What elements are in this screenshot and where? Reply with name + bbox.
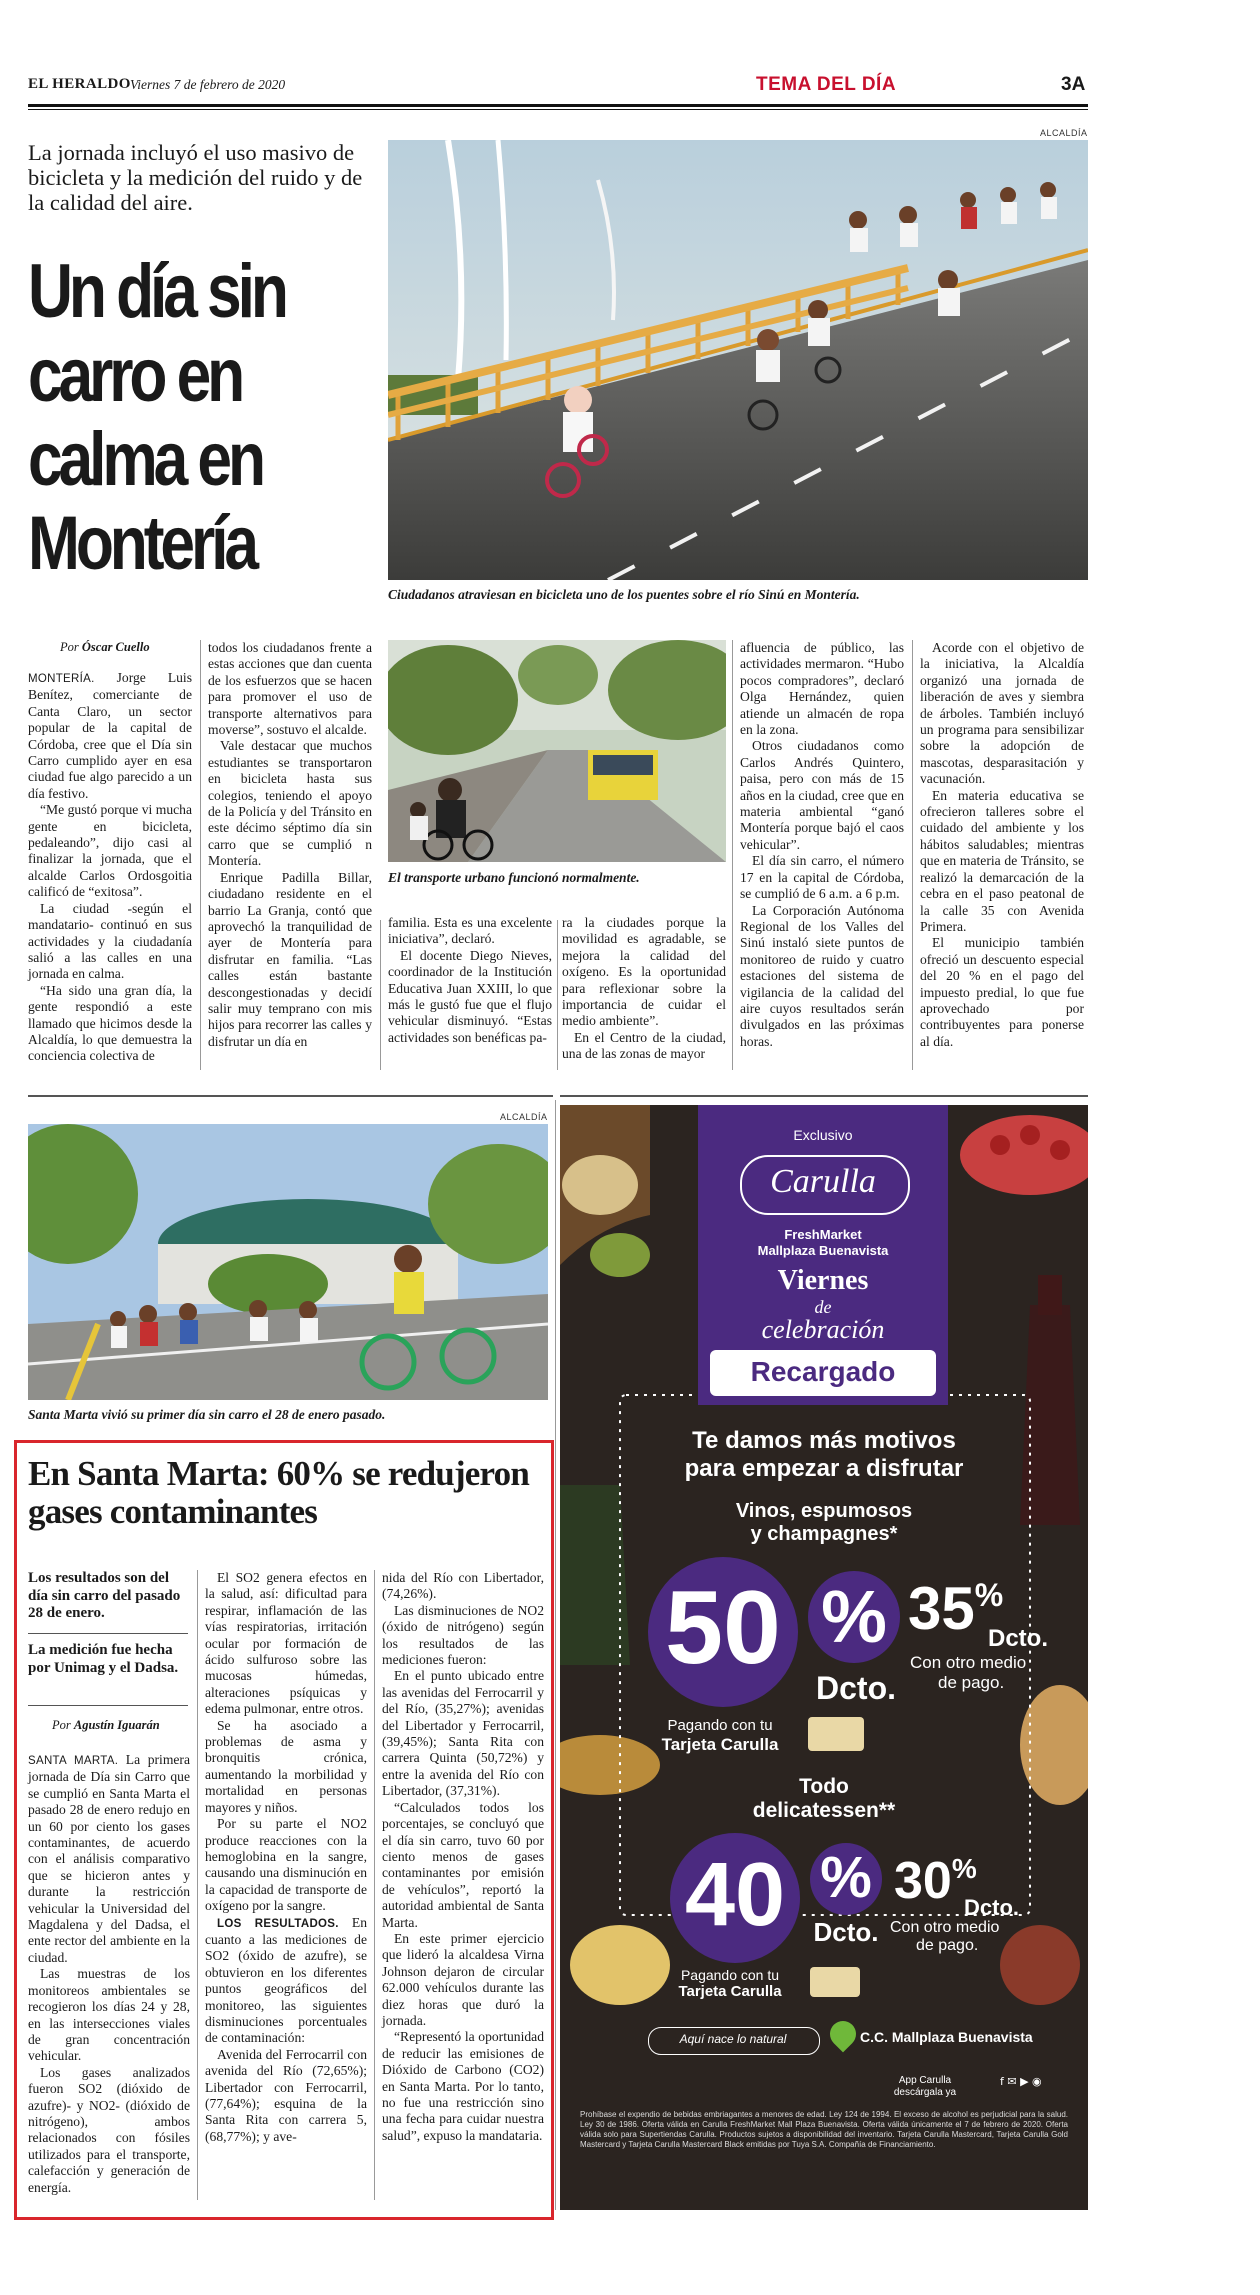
bridge-photo-illustration — [388, 140, 1088, 580]
ad-tagline-1: Te damos más motivos — [692, 1427, 956, 1454]
carulla-advertisement[interactable] — [560, 1105, 1088, 2210]
section-title: TEMA DEL DÍA — [756, 74, 897, 95]
urban-transport-photo — [388, 640, 726, 862]
paragraph: Vale destacar que muchos estudiantes se transportaron en bicicleta hasta sus colegios, teniendo el apoyo de la Policía y del Tránsito en este décimo séptimo día sin carro que se cumplió n Montería. — [208, 738, 372, 869]
section-lead: LOS RESULTADOS. — [217, 1917, 339, 1930]
discount-30-percent: % — [951, 1853, 977, 1884]
pay-with-card-2b: Tarjeta Carulla — [678, 1983, 782, 2000]
photo-caption: Santa Marta vivió su primer día sin carro el 28 de enero pasado. — [28, 1407, 386, 1422]
masthead-rule-thin — [28, 109, 1088, 110]
paragraph: MONTERÍA. Jorge Luis Benítez, comerciante de Canta Claro, un sector popular de la capital de Córdoba, cree que el Día sin Carro cumplido ayer en esa ciudad fue algo parecido a un día festivo. — [28, 670, 192, 801]
discount-30-value: 30 — [894, 1852, 952, 1910]
santa-marta-cyclists-photo — [28, 1124, 548, 1400]
second-col-2 — [205, 1570, 367, 2145]
paragraph: El docente Diego Nieves, coordinador de la Institución Educativa Juan XXIII, lo que más le gustó fue que el flujo vehicular disminuyó. “Estas actividades son benéficas pa- — [388, 947, 552, 1045]
paragraph: La ciudad -según el mandatario- continuó en sus actividades y la ciudadanía salió a las calles en una jornada en calma. — [28, 900, 192, 982]
column-divider — [197, 1570, 198, 2200]
pay-with-card-1b: Tarjeta Carulla — [661, 1735, 779, 1754]
paragraph: familia. Esta es una excelente iniciativa”, declaró. — [388, 915, 552, 947]
inset-caption: El transporte urbano funcionó normalmente. — [388, 870, 640, 885]
event-line-2: de — [814, 1297, 832, 1317]
top-col-2 — [208, 640, 372, 1050]
paragraph: LOS RESULTADOS. En cuanto a las mediciones de SO2 (óxido de azufre), se obtuvieron en los diferentes puntos geográficos del monitoreo, las siguientes disminuciones porcentuales de contaminación: — [205, 1914, 367, 2046]
app-line-2: descárgala ya — [893, 2087, 957, 2098]
second-col-3 — [382, 1570, 544, 2144]
store-line-2: Mallplaza Buenavista — [757, 1243, 889, 1258]
paragraph: Avenida del Ferrocarril con avenida del Río (72,65%); Libertador con Ferrocarril, (77,64%); esquina de la Santa Rita con carrera 5, (68,77%); y ave- — [205, 2046, 367, 2144]
store-line-1: FreshMarket — [784, 1227, 862, 1242]
paragraph: Las disminuciones de NO2 (óxido de nitrógeno) según los resultados de las mediciones fueron: — [382, 1602, 544, 1668]
section-separator — [560, 1095, 1088, 1097]
summary-divider — [28, 1705, 188, 1706]
paragraph: El municipio también ofreció un descuento especial del 20 % en el pago del impuesto predial, lo que fue aprovechado por contribuyentes para ponerse al día. — [920, 935, 1084, 1049]
other-payment-2b: de pago. — [916, 1937, 979, 1954]
byline — [60, 640, 150, 655]
category-2-line-2: delicatessen** — [752, 1799, 896, 1822]
byline-prefix: Por — [52, 1718, 71, 1732]
ad-exclusive: Exclusivo — [793, 1127, 853, 1143]
bridge-cyclists-photo — [388, 140, 1088, 580]
discount-35-label: Dcto. — [988, 1625, 1048, 1652]
masthead-rule — [28, 104, 1088, 107]
other-payment-2a: Con otro medio — [890, 1919, 1000, 1936]
paragraph: Enrique Padilla Billar, ciudadano residente en el barrio La Granja, contó que aprovechó la tranquilidad de ayer de Montería para disfrutar en familia. “Las calles están bastante descongestionadas y decidí salir muy temprano con mis hijos para recorrer las calles y disfrutar un día en — [208, 869, 372, 1049]
social-icons: f ✉ ▶ ◉ — [1000, 2075, 1042, 2088]
story-headline — [28, 250, 331, 586]
headline-line: Montería — [28, 501, 255, 586]
section-separator — [28, 1095, 553, 1097]
carulla-card-icon — [808, 1717, 864, 1751]
summary-2: La medición fue hecha por Unimag y el Dadsa. — [28, 1642, 179, 1676]
dateline: SANTA MARTA. — [28, 1755, 119, 1767]
paragraph: En materia educativa se ofrecieron talleres sobre el cuidado del ambiente y los hábitos saludables; mientras que en materia de Tránsito, se realizó la demarcación de la cebra en el paso peatonal de la calle 35 con Avenida Primera. — [920, 787, 1084, 934]
brand-name: Carulla — [770, 1163, 876, 1200]
top-col-1 — [28, 670, 192, 1065]
headline-line: Un día sin — [28, 249, 285, 334]
top-col-6 — [920, 640, 1084, 1050]
store-location: C.C. Mallplaza Buenavista — [860, 2029, 1033, 2045]
headline-line: carro en — [28, 333, 242, 418]
top-col-5 — [740, 640, 904, 1050]
paragraph: El día sin carro, el número 17 en la capital de Córdoba, se cumplió de 6 a.m. a 6 p.m. — [740, 853, 904, 902]
paragraph: ra la ciudades porque la movilidad es agradable, se mejora la calidad del oxígeno. Es la oportunidad para reflexionar sobre la importancia de cuidar el medio ambiente”. — [562, 915, 726, 1029]
paragraph: todos los ciudadanos frente a estas acciones que dan cuenta de los esfuerzos que se hacen para promover el uso de transporte alternativos para moverse”, sostuvo el alcalde. — [208, 640, 372, 738]
paragraph: nida del Río con Libertador, (74,26%). — [382, 1570, 544, 1602]
paragraph: Las muestras de los monitoreos ambientales se recogieron los días 24 y 28, en las intersecciones viales de gran concentración vehicular. — [28, 1966, 190, 2064]
top-col-3 — [388, 915, 552, 1046]
ad-tagline-2: para empezar a disfrutar — [684, 1455, 964, 1482]
paragraph: SANTA MARTA. La primera jornada de Día sin Carro que se cumplió en Santa Marta el pasado 28 de enero redujo en un 60 por ciento los gases contaminantes, de acuerdo con el análisis comparativo que se hicieron antes y durante la restricción vehicular la Universidad del Magdalena y del Dadsa, el ente rector del ambiente en la ciudad. — [28, 1752, 190, 1965]
column-divider — [912, 640, 913, 1070]
story-kicker: La jornada incluyó el uso masivo de bicicleta y la medición del ruido y de la calidad del aire. — [28, 140, 363, 215]
paragraph: Se ha asociado a problemas de asma y bronquitis crónica, aumentando la morbilidad y mortalidad en personas mayores y niños. — [205, 1717, 367, 1815]
paragraph: Otros ciudadanos como Carlos Andrés Quintero, paisa, pero con más de 15 años en la ciudad, cree que en materia ambiental “ganó Montería porque bajó el caos vehicular”. — [740, 738, 904, 852]
carulla-card-icon — [810, 1967, 860, 1997]
column-divider — [374, 1570, 375, 2200]
reloaded-label: Recargado — [750, 1356, 896, 1387]
paragraph: “Me gustó porque vi mucha gente en bicicleta, pedaleando”, dijo casi al finalizar la jornada, que el alcalde Carlos Ordosgoitia calificó de “exitosa”. — [28, 802, 192, 900]
other-payment-1b: de pago. — [938, 1673, 1005, 1692]
app-line-1: App Carulla — [898, 2075, 952, 2086]
column-divider — [380, 920, 381, 1070]
category-2-line-1: Todo — [799, 1775, 849, 1798]
transport-photo-illustration — [388, 640, 726, 862]
byline-prefix: Por — [60, 640, 79, 654]
headline-line: calma en — [28, 417, 262, 502]
paragraph: En el punto ubicado entre las avenidas del Ferrocarril y del Río, (35,27%); avenidas del Libertador y Ferrocarril, (39,45%); Santa Rita con carrera Quinta (50,72%) y entre la avenida del Río con Libertador, (37,31%). — [382, 1668, 544, 1799]
column-divider — [555, 1100, 556, 2210]
summary-1: Los resultados son del día sin carro del pasado 28 de enero. — [28, 1570, 181, 1621]
paragraph: Acorde con el objetivo de la iniciativa, la Alcaldía organizó una jornada de liberación de aves y siembra de árboles. También incluyó un programa para sensibilizar sobre la adopción de mascotas, desparasitación y vacunación. — [920, 640, 1084, 787]
byline — [52, 1718, 160, 1733]
paragraph: “Calculados todos los porcentajes, se concluyó que el día sin carro, tuvo 60 por ciento menos de gases contaminantes por emisión de vehículos”, reportó la autoridad ambiental de Santa Marta. — [382, 1799, 544, 1930]
discount-40-number: 40 — [684, 1845, 786, 1945]
discount-label-2: Dcto. — [813, 1917, 879, 1947]
discount-35-percent: % — [974, 1577, 1004, 1613]
second-col-1 — [28, 1752, 190, 2196]
paragraph: En este primer ejercicio que lideró la alcaldesa Virna Johnson dejaron de circular 62.000 vehículos durante las diez horas que duró la jornada. — [382, 1930, 544, 2028]
discount-50-number: 50 — [665, 1570, 781, 1686]
column-divider — [200, 640, 201, 1070]
paragraph: Por su parte el NO2 produce reacciones con la hemoglobina en la sangre, causando una disminución en la capacidad de transporte de oxígeno por la sangre. — [205, 1816, 367, 1914]
slogan: Aquí nace lo natural — [679, 2032, 787, 2046]
paragraph: La Corporación Autónoma Regional de los Valles del Sinú instaló siete puntos de monitoreo de ruido y cuatro estaciones del sistema de vigilancia de la calidad del aire cuyos resultados serán divulgados en las próximas horas. — [740, 902, 904, 1049]
discount-30-label: Dcto. — [964, 1895, 1019, 1920]
event-line-1: Viernes — [777, 1265, 869, 1296]
dateline: MONTERÍA. — [28, 673, 95, 685]
santa-marta-photo-illustration — [28, 1124, 548, 1400]
column-divider — [557, 920, 558, 1070]
byline-author: Óscar Cuello — [81, 640, 150, 654]
other-payment-1a: Con otro medio — [910, 1653, 1027, 1672]
category-1-line-2: y champagnes* — [750, 1523, 898, 1545]
page-number: 3A — [1061, 74, 1086, 95]
paragraph: Los gases analizados fueron SO2 (dióxido de azufre)- y NO2- (dióxido de nitrógeno), ambos relacionados con fósiles utilizados para el transporte, calefacción y generación de energía. — [28, 2064, 190, 2195]
photo-caption: Ciudadanos atraviesan en bicicleta uno de los puentes sobre el río Sinú en Montería. — [388, 587, 860, 602]
photo-credit: ALCALDÍA — [500, 1112, 548, 1122]
paragraph: “Ha sido una gran día, la gente respondió a este llamado que hicimos desde la Alcaldía, lo que demuestra la conciencia colectiva de — [28, 982, 192, 1064]
pay-with-card-1a: Pagando con tu — [667, 1717, 773, 1734]
column-divider — [732, 640, 733, 1070]
paragraph: “Representó la oportunidad de reducir las emisiones de Dióxido de Carbono (CO2) en Santa Marta. Por lo tanto, no fue una restricción sino una fecha para cuidar nuestra salud”, expuso la mandataria. — [382, 2029, 544, 2143]
second-headline: En Santa Marta: 60% se redujeron gases contaminantes — [28, 1454, 530, 1531]
pay-with-card-2a: Pagando con tu — [680, 1967, 780, 1983]
paper-name: EL HERALDO — [28, 76, 131, 92]
discount-35-value: 35 — [908, 1575, 975, 1642]
category-1-line-1: Vinos, espumosos — [735, 1500, 913, 1522]
paragraph: En el Centro de la ciudad, una de las zonas de mayor — [562, 1029, 726, 1062]
percent-sign-2: % — [820, 1845, 872, 1910]
edition-date: Viernes 7 de febrero de 2020 — [130, 77, 286, 92]
summary-divider — [28, 1633, 188, 1634]
discount-label-1: Dcto. — [816, 1670, 896, 1706]
event-line-3: celebración — [761, 1315, 885, 1344]
ad-fineprint: Prohíbase el expendio de bebidas embriagantes a menores de edad. Ley 124 de 1994. El exceso de alcohol es perjudicial para la salud. Ley 30 de 1986. Oferta válida en Carulla FreshMarket Mall Plaza Buenavista. Oferta válida únicamente el 7 de febrero de 2020. Oferta válida solo para Supertiendas Carulla. Productos sujetos a disponibilidad del inventario. Tarjeta Carulla Mastercard, Tarjeta Carulla Gold Mastercard y Tarjeta Carulla Mastercard Black emitidas por Tuya S.A. Compañía de Financiamiento. — [580, 2110, 1068, 2149]
byline-author: Agustín Iguarán — [73, 1718, 160, 1732]
top-col-4 — [562, 915, 726, 1063]
paragraph: afluencia de público, las actividades mermaron. “Hubo pocos compradores”, declaró Olga Hernández, quien atiende un almacén de ropa en la zona. — [740, 640, 904, 738]
percent-sign-1: % — [821, 1575, 887, 1658]
photo-credit: ALCALDÍA — [1040, 128, 1088, 138]
paragraph: El SO2 genera efectos en la salud, así: dificultad para respirar, inflamación de las vías respiratorias, irritación ocular por formación de ácido sulfuroso sobre las mucosas húmedas, alteraciones psíquicas y edema pulmonar, entre otros. — [205, 1570, 367, 1717]
